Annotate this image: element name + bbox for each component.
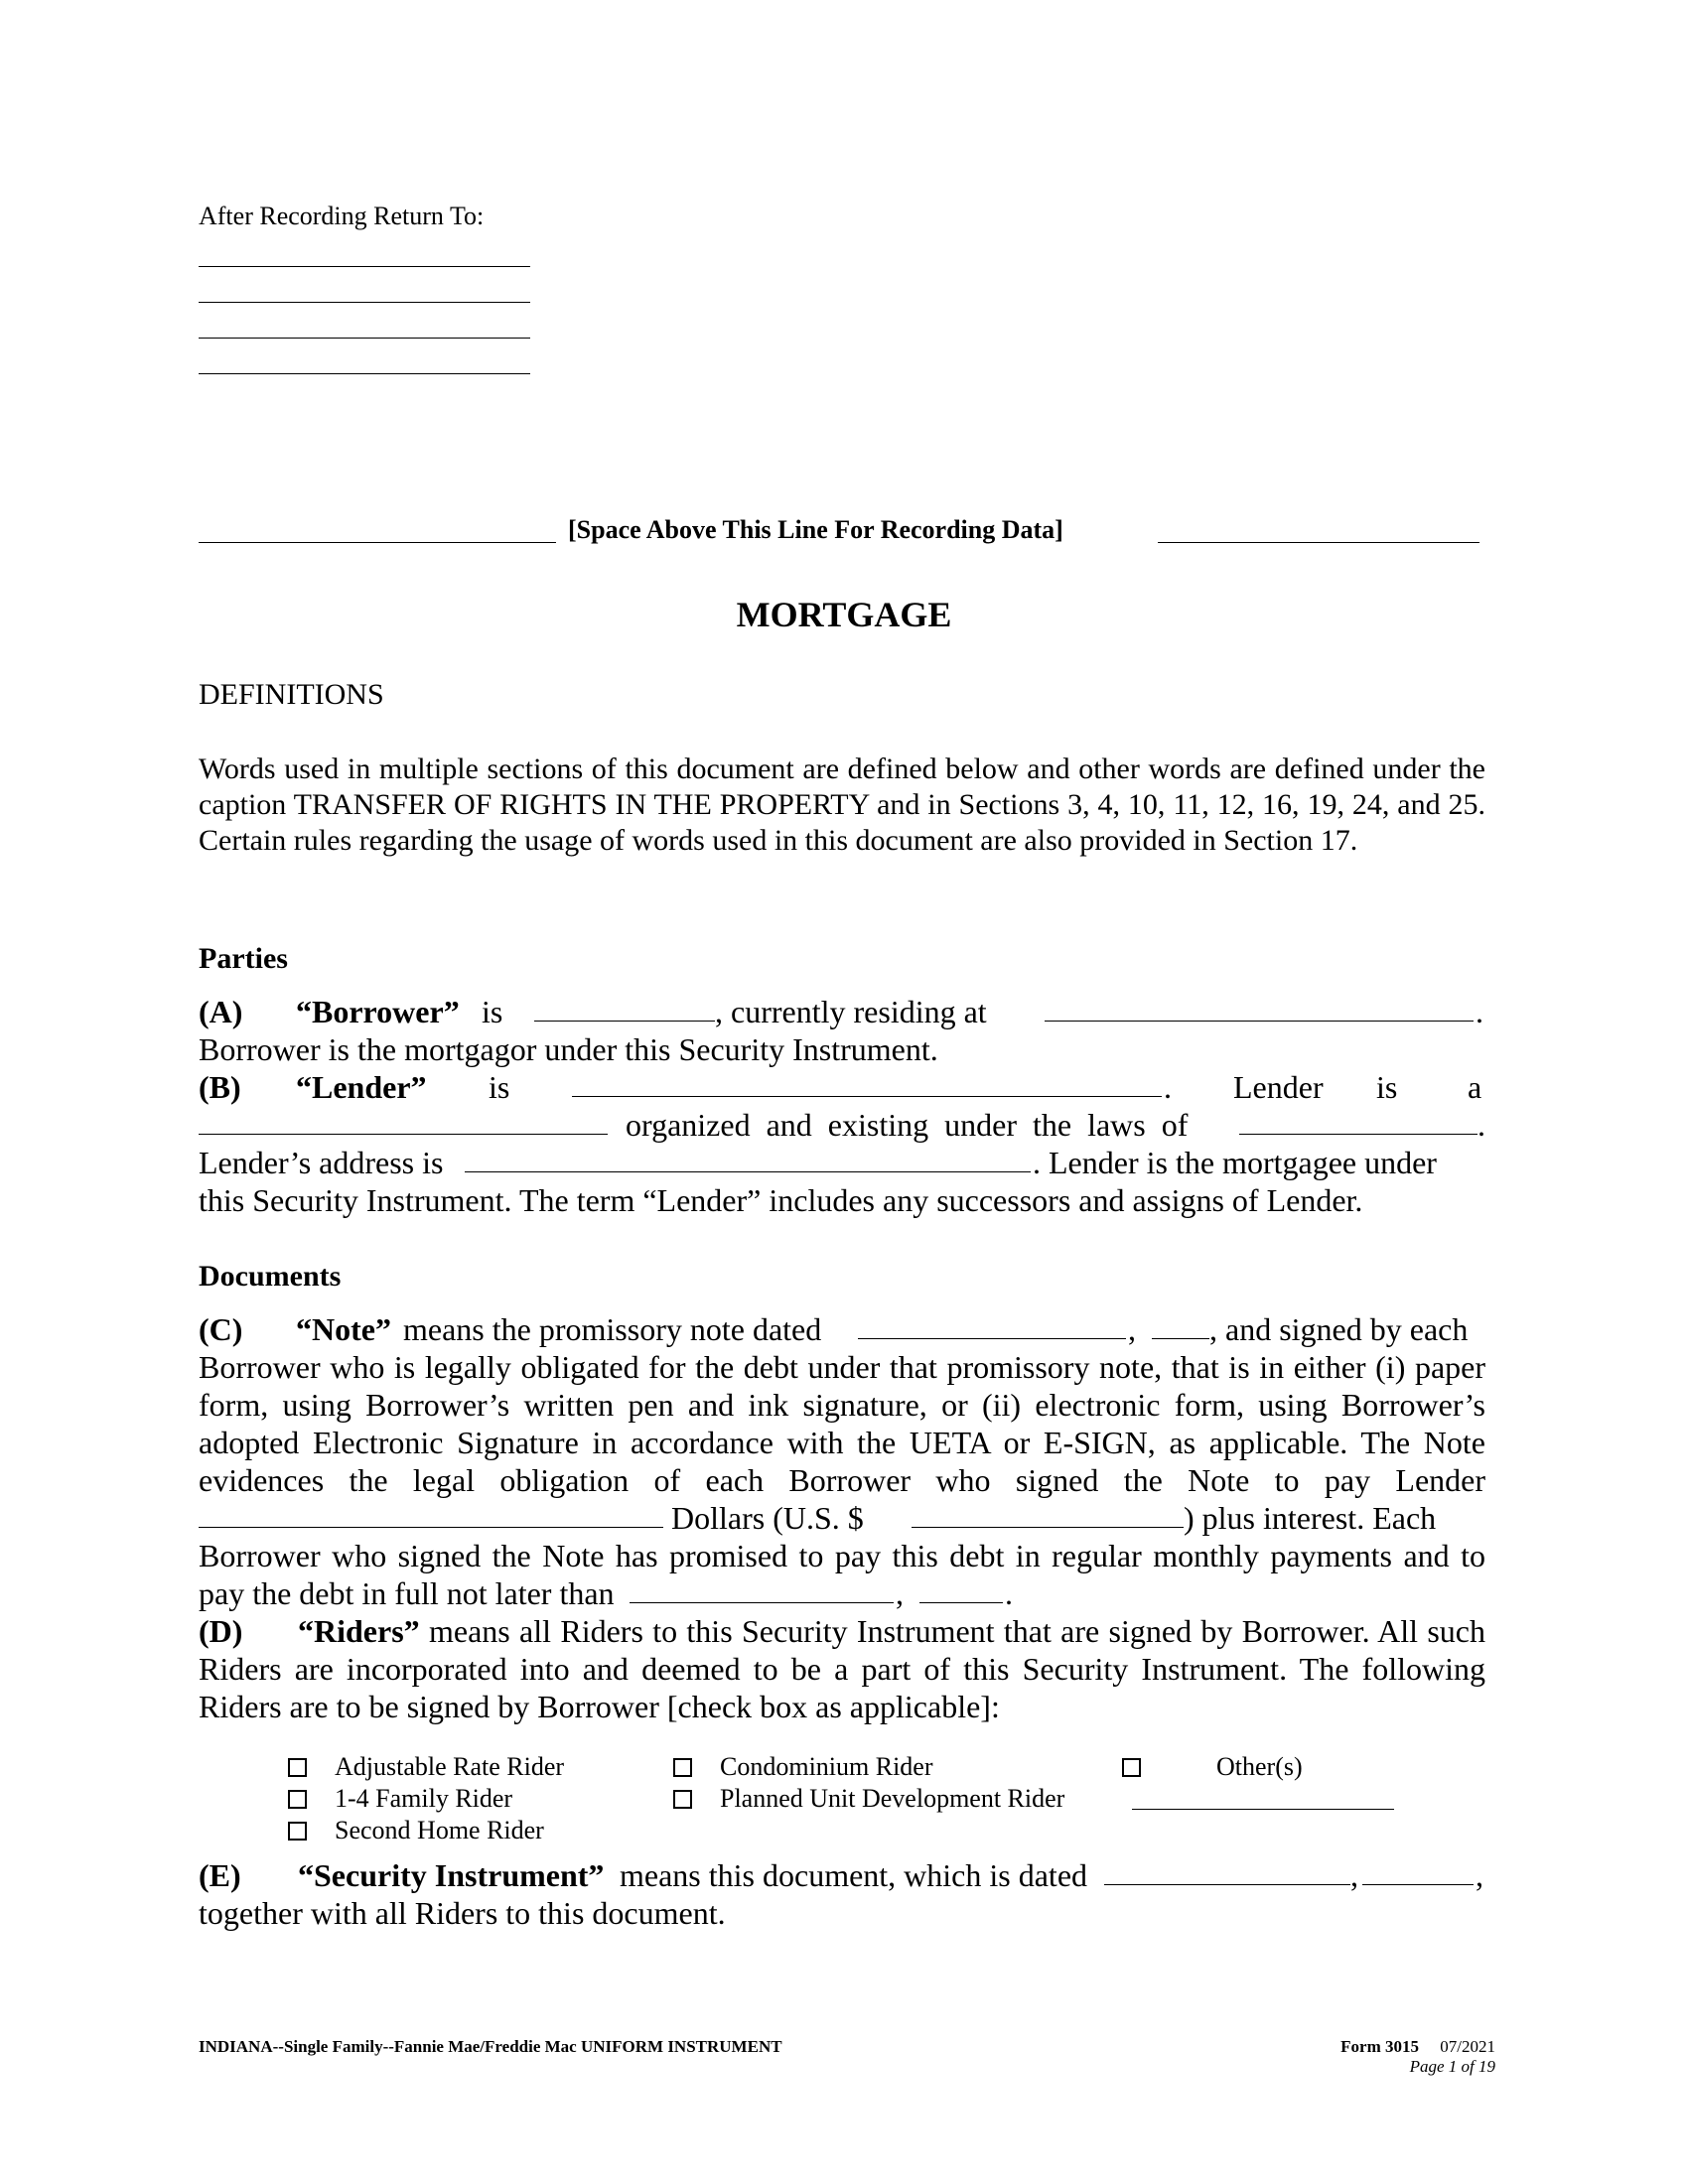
borrower-is: is — [482, 994, 503, 1029]
lender-word: Lender — [1233, 1069, 1324, 1105]
rider-1-4-family[interactable] — [288, 1783, 512, 1815]
documents-heading: Documents — [199, 1260, 342, 1293]
note-plus-interest-text: ) plus interest. Each — [1184, 1500, 1437, 1536]
lender-organized-text: organized and existing under the laws of — [626, 1107, 1189, 1143]
maturity-year-field[interactable] — [919, 1578, 1003, 1603]
checkbox[interactable] — [673, 1790, 692, 1809]
rider-planned-unit-development[interactable] — [673, 1783, 1064, 1815]
note-term: “Note” — [296, 1311, 391, 1347]
security-instrument-means-text: means this document, which is dated — [620, 1857, 1088, 1893]
lender-name-field[interactable] — [572, 1072, 1162, 1097]
return-address-line-1[interactable] — [199, 266, 530, 267]
note-signed-text: , and signed by each — [1209, 1311, 1469, 1347]
note-date-field[interactable] — [858, 1314, 1126, 1339]
footer-form-number: Form 3015 — [1340, 2037, 1420, 2056]
period: . — [1476, 994, 1483, 1029]
lender-is: is — [489, 1069, 510, 1105]
note-payment-text: Borrower who signed the Note has promised to pay this debt in regular monthly payments and to — [199, 1538, 1485, 1573]
note-amount-words-field[interactable] — [199, 1503, 663, 1528]
comma: , — [896, 1575, 904, 1611]
checkbox[interactable] — [288, 1790, 307, 1809]
rider-second-home[interactable] — [288, 1815, 544, 1846]
borrower-term: “Borrower” — [296, 994, 460, 1029]
label-c: (C) — [199, 1311, 243, 1347]
return-address-line-3[interactable] — [199, 338, 530, 339]
footer-instrument-title: INDIANA--Single Family--Fannie Mae/Freddie Mac UNIFORM INSTRUMENT — [199, 2037, 782, 2056]
rider-label: Second Home Rider — [335, 1816, 544, 1844]
label-b: (B) — [199, 1069, 241, 1105]
return-to-label: After Recording Return To: — [199, 202, 485, 230]
footer-form-date: 07/2021 — [1440, 2037, 1495, 2056]
borrower-residing-text: , currently residing at — [715, 994, 987, 1029]
security-instrument-year-field[interactable] — [1362, 1860, 1474, 1885]
note-amount-number-field[interactable] — [912, 1503, 1184, 1528]
footer-form-info — [1340, 2037, 1495, 2077]
period: . — [1164, 1069, 1172, 1105]
lender-address-label: Lender’s address is — [199, 1145, 444, 1180]
return-address-line-4[interactable] — [199, 373, 530, 374]
maturity-date-field[interactable] — [630, 1578, 894, 1603]
rider-label: Other(s) — [1216, 1752, 1303, 1781]
rider-label: Planned Unit Development Rider — [720, 1784, 1065, 1813]
rider-others[interactable] — [1122, 1751, 1303, 1783]
security-instrument-term: “Security Instrument” — [298, 1857, 605, 1893]
riders-body-text: means all Riders to this Security Instrument that are signed by Borrower. All such Riders are incorporated into and deemed to be a part of this Security Instrument. The following Riders are to be signed by Borrower [check box as applicable]: — [199, 1613, 1486, 1724]
security-instrument-date-field[interactable] — [1104, 1860, 1350, 1885]
rider-adjustable-rate[interactable] — [288, 1751, 564, 1783]
rider-condominium[interactable] — [673, 1751, 933, 1783]
note-year-field[interactable] — [1152, 1314, 1209, 1339]
footer-page-number: Page 1 of 19 — [1409, 2057, 1495, 2076]
note-body-text: Borrower who is legally obligated for the debt under that promissory note, that is in either (i) paper form, using Borrower’s written pen and ink signature, or (ii) electronic form, using Borrower’s adopted Electronic Signature in accordance with the UETA or E-SIGN, as applicable. The Note evidences the legal obligation of each Borrower who signed the Note to pay Lender — [199, 1349, 1485, 1498]
comma: , — [1128, 1311, 1136, 1347]
lender-is-2: is — [1376, 1069, 1398, 1105]
borrower-name-field[interactable] — [534, 997, 715, 1022]
definitions-intro: Words used in multiple sections of this document are defined below and other words are defined under the caption TRANSFER OF RIGHTS IN THE PROPERTY and in Sections 3, 4, 10, 11, 12, 16, 19, 24, and 25. Certain rules regarding the usage of words used in this document are also provided in Section 17. — [199, 752, 1485, 857]
recording-data-caption: [Space Above This Line For Recording Data] — [568, 515, 1063, 544]
security-instrument-riders-text: together with all Riders to this document. — [199, 1895, 726, 1931]
label-e: (E) — [199, 1857, 241, 1893]
period: . — [1005, 1575, 1013, 1611]
checkbox[interactable] — [288, 1758, 307, 1777]
return-address-line-2[interactable] — [199, 302, 530, 303]
parties-heading: Parties — [199, 942, 288, 975]
riders-definition — [199, 1612, 1485, 1725]
lender-jurisdiction-field[interactable] — [1239, 1110, 1477, 1135]
borrower-address-field[interactable] — [1045, 997, 1474, 1022]
note-full-payment-text: pay the debt in full not later than — [199, 1575, 615, 1611]
recording-line-left — [199, 516, 556, 543]
note-dollars-text: Dollars (U.S. $ — [671, 1500, 864, 1536]
borrower-mortgagor-text: Borrower is the mortgagor under this Security Instrument. — [199, 1031, 938, 1067]
period: . — [1477, 1107, 1485, 1143]
checkbox[interactable] — [288, 1822, 307, 1841]
riders-term: “Riders” — [298, 1613, 420, 1649]
lender-term: “Lender” — [296, 1069, 427, 1105]
checkbox[interactable] — [673, 1758, 692, 1777]
rider-label: 1-4 Family Rider — [335, 1784, 513, 1813]
comma: , — [1476, 1857, 1483, 1893]
lender-entity-type-field[interactable] — [199, 1110, 608, 1135]
lender-address-field[interactable] — [465, 1148, 1031, 1172]
lender-successors-text: this Security Instrument. The term “Lender” includes any successors and assigns of Lender. — [199, 1182, 1363, 1218]
lender-mortgagee-text: . Lender is the mortgagee under — [1033, 1145, 1437, 1180]
other-riders-field[interactable] — [1132, 1783, 1394, 1810]
lender-a: a — [1468, 1069, 1482, 1105]
definitions-heading: DEFINITIONS — [199, 678, 384, 711]
recording-line-right — [1158, 516, 1479, 543]
comma: , — [1350, 1857, 1358, 1893]
note-means-text: means the promissory note dated — [403, 1311, 822, 1347]
rider-label: Adjustable Rate Rider — [335, 1752, 565, 1781]
label-d: (D) — [199, 1613, 243, 1649]
page-title: MORTGAGE — [736, 595, 952, 634]
label-a: (A) — [199, 994, 243, 1029]
rider-label: Condominium Rider — [720, 1752, 933, 1781]
checkbox[interactable] — [1122, 1758, 1141, 1777]
